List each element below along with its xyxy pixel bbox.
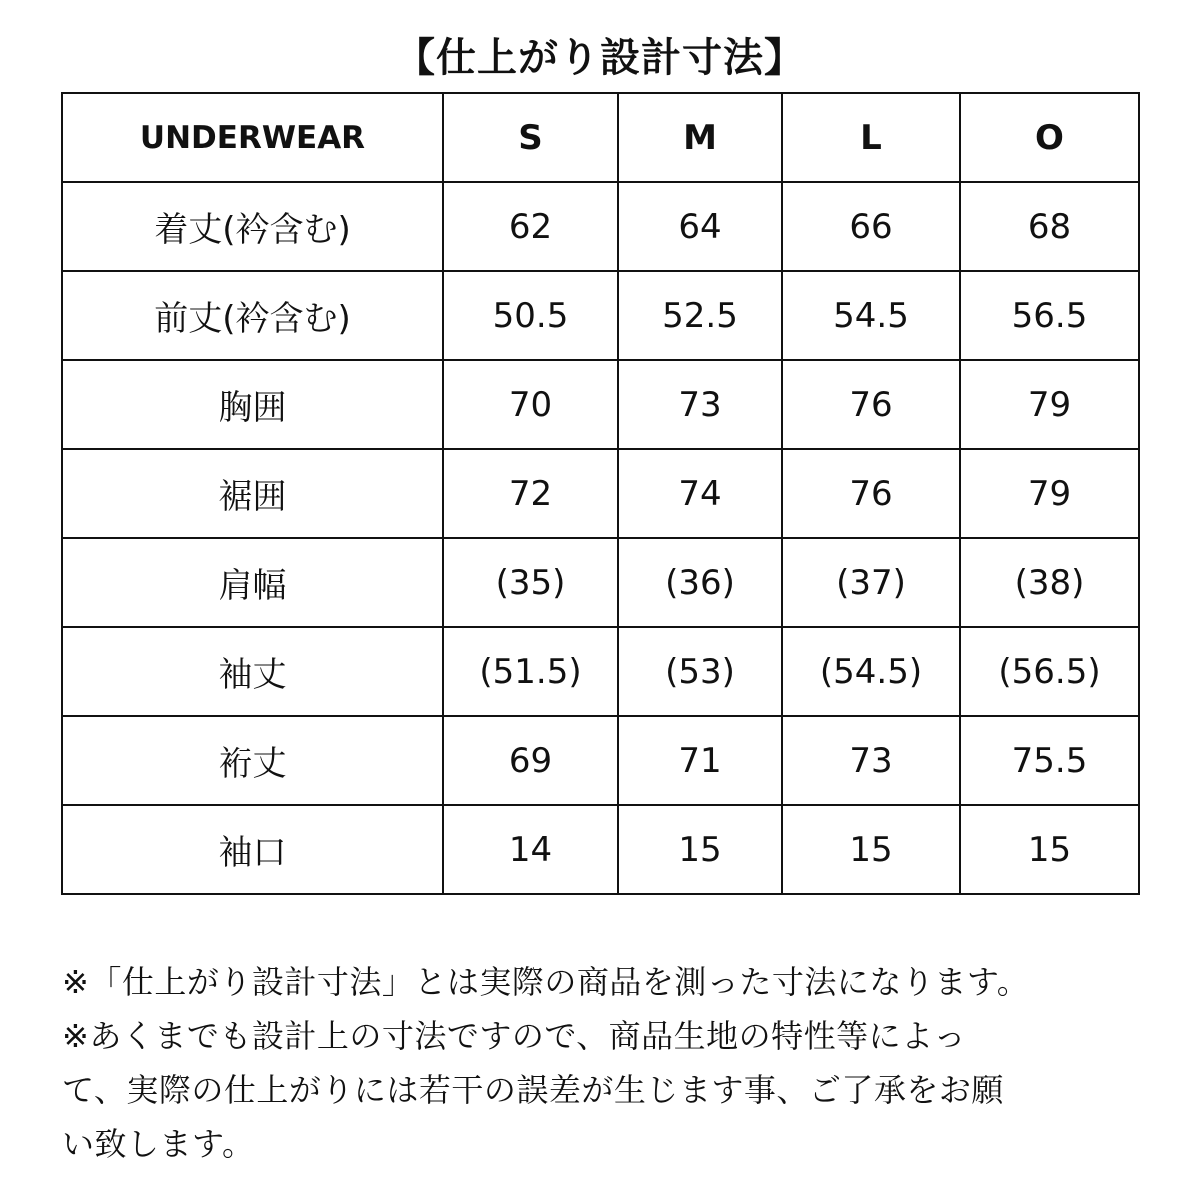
header-cell-size-m: M [618,93,782,182]
table-cell: (35) [443,538,618,627]
table-cell: 15 [782,805,960,894]
row-label: 裄丈 [62,716,443,805]
note-line: て、実際の仕上がりには若干の誤差が生じます事、ご了承をお願 [62,1071,1004,1109]
size-table [61,92,1140,895]
table-cell: 76 [782,360,960,449]
table-cell: 72 [443,449,618,538]
table-row [62,538,1139,627]
note-line: ※「仕上がり設計寸法」とは実際の商品を測った寸法になります。 [62,963,1030,1001]
table-cell: (37) [782,538,960,627]
table-cell: 66 [782,182,960,271]
table-cell: 56.5 [960,271,1139,360]
row-label: 袖口 [62,805,443,894]
table-cell: 64 [618,182,782,271]
table-cell: 73 [618,360,782,449]
row-label: 肩幅 [62,538,443,627]
row-label: 裾囲 [62,449,443,538]
table-cell: (56.5) [960,627,1139,716]
header-cell-size-l: L [782,93,960,182]
note-line: ※あくまでも設計上の寸法ですので、商品生地の特性等によっ [62,1017,967,1055]
table-row [62,449,1139,538]
table-cell: 79 [960,449,1139,538]
table-cell: 14 [443,805,618,894]
note-line: い致します。 [62,1125,255,1163]
table-cell: 70 [443,360,618,449]
table-row [62,360,1139,449]
table-cell: 69 [443,716,618,805]
table-cell: (53) [618,627,782,716]
table-header-row [62,93,1139,182]
table-row [62,805,1139,894]
table-row [62,271,1139,360]
row-label: 着丈(衿含む) [62,182,443,271]
notes [62,955,1142,1171]
table-row [62,716,1139,805]
table-cell: (36) [618,538,782,627]
table-cell: 15 [960,805,1139,894]
header-cell-size-s: S [443,93,618,182]
table-cell: 75.5 [960,716,1139,805]
header-cell-product: UNDERWEAR [62,93,443,182]
table-cell: (38) [960,538,1139,627]
table-row [62,627,1139,716]
table-cell: 15 [618,805,782,894]
row-label: 前丈(衿含む) [62,271,443,360]
table-cell: 74 [618,449,782,538]
table-cell: 52.5 [618,271,782,360]
table-cell: 62 [443,182,618,271]
table-cell: 54.5 [782,271,960,360]
table-cell: 76 [782,449,960,538]
row-label: 胸囲 [62,360,443,449]
table-row [62,182,1139,271]
table-cell: (51.5) [443,627,618,716]
table-cell: (54.5) [782,627,960,716]
table-cell: 50.5 [443,271,618,360]
header-cell-size-o: O [960,93,1139,182]
table-cell: 73 [782,716,960,805]
table-cell: 68 [960,182,1139,271]
row-label: 袖丈 [62,627,443,716]
table-cell: 71 [618,716,782,805]
table-cell: 79 [960,360,1139,449]
page-title: 【仕上がり設計寸法】 [395,35,805,81]
